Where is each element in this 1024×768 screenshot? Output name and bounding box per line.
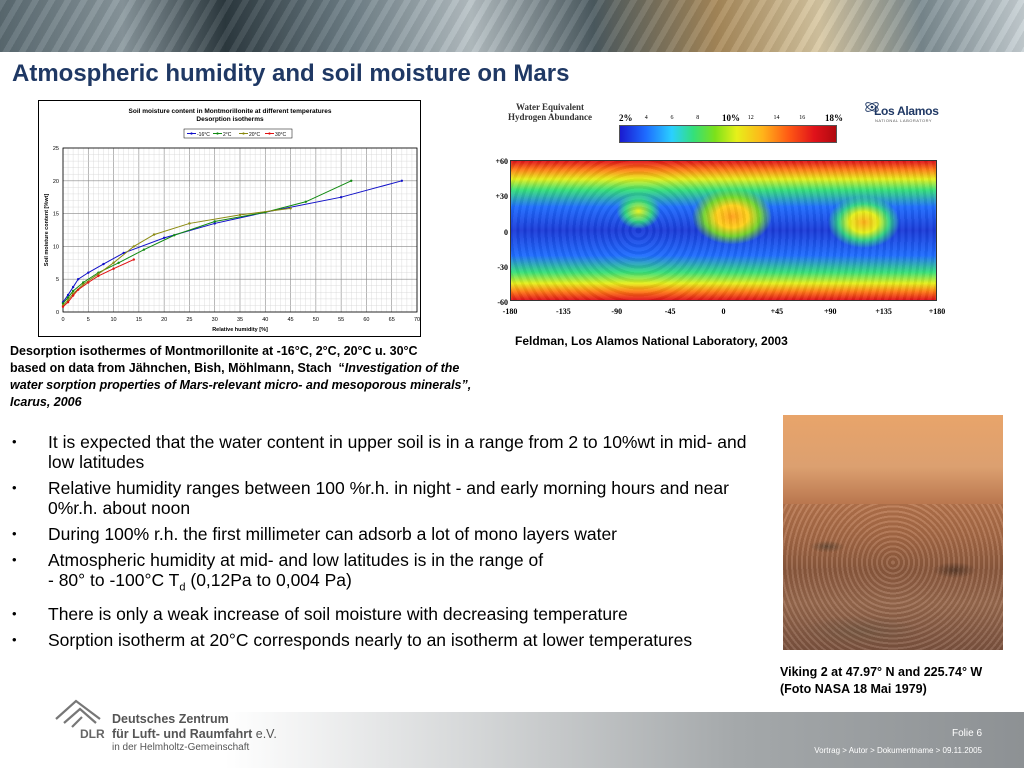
dlr-org-line2-text: für Luft- und Raumfahrt bbox=[112, 727, 253, 741]
bullet-subscript: d bbox=[179, 581, 186, 594]
photo-caption-line2: (Foto NASA 18 Mai 1979) bbox=[780, 682, 927, 696]
x-tick-label: 45 bbox=[287, 317, 294, 323]
series-point bbox=[112, 268, 114, 270]
x-tick-label: 40 bbox=[262, 317, 269, 323]
series-point bbox=[62, 306, 64, 308]
series-point bbox=[188, 222, 190, 224]
dlr-org-line2 bbox=[112, 727, 277, 742]
y-tick-label: 5 bbox=[55, 277, 59, 284]
x-tick-label: 20 bbox=[161, 317, 168, 323]
photo-caption-line1: Viking 2 at 47.97° N and 225.74° W bbox=[780, 665, 983, 679]
map-legend-title-line1: Water Equivalent bbox=[515, 102, 585, 112]
mars-map-image bbox=[510, 160, 937, 301]
x-tick-label: 10 bbox=[110, 317, 117, 323]
longitude-label: -135 bbox=[556, 307, 571, 316]
bullet-text: During 100% r.h. the first millimeter can adsorb a lot of mono layers water bbox=[48, 524, 617, 544]
colorbar bbox=[619, 125, 837, 143]
dlr-org-sub: in der Helmholtz-Gemeinschaft bbox=[112, 742, 250, 753]
x-axis-label: Relative humidity [%] bbox=[212, 327, 268, 333]
series-point bbox=[289, 207, 291, 209]
bullet-text: There is only a weak increase of soil moisture with decreasing temperature bbox=[48, 603, 628, 624]
series-line bbox=[63, 181, 351, 304]
series-point bbox=[305, 201, 307, 203]
x-tick-label: 0 bbox=[61, 317, 65, 323]
colorbar-tick: 16 bbox=[799, 115, 806, 121]
bullet-text-line2-tail: (0,12Pa to 0,004 Pa) bbox=[185, 570, 352, 590]
x-tick-label: 60 bbox=[363, 317, 370, 323]
series-point bbox=[112, 262, 114, 264]
longitude-label: -45 bbox=[664, 307, 676, 316]
series-point bbox=[133, 258, 135, 260]
y-tick-label: 0 bbox=[55, 310, 59, 316]
latitude-label: -60 bbox=[497, 298, 508, 307]
chart-caption-paper-title: Investigation of the water sorption properties of Mars-relevant micro- and mesoporous minerals”, Icarus, 2006 bbox=[10, 361, 472, 409]
chart-caption-line2 bbox=[10, 360, 485, 411]
legend-label: -16°C bbox=[197, 132, 210, 138]
chart-grid bbox=[63, 148, 417, 312]
series-point bbox=[67, 301, 69, 303]
legend-label: 2°C bbox=[223, 132, 232, 138]
longitude-label: +90 bbox=[823, 307, 837, 316]
x-tick-label: 50 bbox=[312, 317, 319, 323]
y-tick-label: 15 bbox=[52, 211, 59, 218]
slide-number: Folie 6 bbox=[951, 728, 982, 739]
isotherm-chart bbox=[38, 100, 421, 337]
y-tick-label: 10 bbox=[52, 244, 59, 251]
isotherm-chart-svg bbox=[39, 101, 422, 338]
colorbar-tick: 12 bbox=[747, 115, 754, 121]
bullet-dot: • bbox=[12, 605, 17, 621]
x-tick-label: 65 bbox=[388, 317, 395, 323]
longitude-label: +45 bbox=[770, 307, 784, 316]
series-point bbox=[72, 290, 74, 292]
bullet-text: It is expected that the water content in upper soil is in a range from 2 to 10%wt in mid- and low latitudes bbox=[48, 432, 747, 472]
x-tick-label: 70 bbox=[413, 317, 421, 323]
mars-hydrogen-map bbox=[480, 100, 946, 322]
series-point bbox=[72, 286, 74, 288]
series-point bbox=[97, 275, 99, 277]
bullet-list bbox=[12, 432, 752, 656]
bullet-item bbox=[12, 432, 752, 472]
dlr-org-name bbox=[112, 712, 277, 742]
colorbar-tick: 4 bbox=[644, 115, 648, 121]
series-point bbox=[133, 245, 135, 247]
y-tick-label: 20 bbox=[52, 178, 59, 185]
logo-sub: NATIONAL LABORATORY bbox=[875, 118, 933, 123]
series-point bbox=[173, 234, 175, 236]
x-tick-label: 15 bbox=[135, 317, 142, 323]
series-point bbox=[401, 180, 403, 182]
bullet-text: Atmospheric humidity at mid- and low latitudes is in the range of bbox=[48, 550, 544, 570]
y-axis-label: Soil moisture content [%wt] bbox=[44, 193, 50, 267]
series-point bbox=[214, 220, 216, 222]
longitude-label: -180 bbox=[502, 307, 518, 316]
bullet-text: Sorption isotherm at 20°C corresponds nearly to an isotherm at lower temperatures bbox=[48, 629, 693, 650]
dlr-org-ev: e.V. bbox=[252, 727, 277, 741]
dlr-abbr: DLR bbox=[80, 727, 105, 741]
chart-caption-authors: based on data from Jähnchen, Bish, Möhlmann, Stach bbox=[10, 361, 332, 375]
x-tick-label: 30 bbox=[211, 317, 218, 323]
series-line bbox=[63, 208, 291, 305]
slide-title: Atmospheric humidity and soil moisture on Mars bbox=[12, 60, 570, 87]
series-point bbox=[77, 278, 79, 280]
bullet-item bbox=[12, 550, 752, 598]
legend-marker bbox=[268, 132, 270, 134]
series-point bbox=[350, 180, 352, 182]
bullet-dot: • bbox=[12, 552, 17, 567]
x-tick-label: 25 bbox=[186, 317, 193, 323]
bullet-text-line2: - 80° to -100°C T bbox=[48, 570, 180, 590]
bullet-item bbox=[12, 524, 752, 544]
viking-photo bbox=[783, 415, 1003, 650]
logo-name: Los Alamos bbox=[874, 104, 939, 118]
chart-caption bbox=[10, 343, 485, 411]
longitude-label: -90 bbox=[611, 307, 623, 316]
latitude-label: +60 bbox=[495, 157, 508, 166]
latitude-label: -30 bbox=[497, 262, 508, 272]
series-point bbox=[77, 288, 79, 290]
colorbar-tick: 18% bbox=[825, 113, 843, 123]
legend-label: 30°C bbox=[275, 132, 287, 138]
bullet-text: Relative humidity ranges between 100 %r.h. in night - and early morning hours and near 0%r.h. about noon bbox=[48, 478, 729, 518]
longitude-label: +180 bbox=[928, 307, 946, 316]
bullet-dot: • bbox=[12, 480, 17, 495]
x-tick-label: 35 bbox=[236, 317, 244, 323]
legend-marker bbox=[216, 132, 218, 134]
map-legend-title-line2: Hydrogen Abundance bbox=[507, 112, 593, 122]
bullet-item bbox=[12, 478, 752, 518]
series-point bbox=[163, 237, 165, 239]
series-point bbox=[72, 294, 74, 296]
colorbar-tick: 10% bbox=[722, 113, 740, 123]
colorbar-tick: 2% bbox=[619, 113, 633, 123]
latitude-label: 0 bbox=[504, 227, 508, 237]
series-point bbox=[87, 271, 89, 273]
longitude-label: 0 bbox=[721, 307, 726, 316]
chart-subtitle: Desorption isotherms bbox=[196, 116, 264, 123]
series-point bbox=[87, 281, 89, 283]
footer-trail: Vortrag > Autor > Dokumentname > 09.11.2005 bbox=[814, 746, 982, 755]
header-rule bbox=[0, 52, 1024, 55]
colorbar-tick: 8 bbox=[696, 115, 700, 121]
chart-title: Soil moisture content in Montmorillonite at different temperatures bbox=[128, 108, 332, 115]
bullet-dot: • bbox=[12, 526, 17, 541]
x-tick-label: 5 bbox=[86, 317, 90, 323]
y-tick-label: 25 bbox=[52, 146, 59, 152]
legend-marker bbox=[190, 132, 192, 134]
bullet-dot: • bbox=[12, 631, 17, 647]
photo-caption bbox=[780, 664, 982, 698]
chart-caption-line1: Desorption isothermes of Montmorillonite at -16°C, 2°C, 20°C u. 30°C bbox=[10, 344, 418, 358]
series-point bbox=[153, 233, 155, 235]
bullet-item bbox=[12, 604, 752, 624]
series-point bbox=[143, 248, 145, 250]
longitude-label: +135 bbox=[875, 307, 892, 316]
latitude-label: +30 bbox=[495, 192, 508, 202]
bullet-item bbox=[12, 630, 752, 650]
series-point bbox=[340, 196, 342, 198]
bullet-dot: • bbox=[12, 434, 17, 449]
colorbar-tick: 14 bbox=[773, 115, 780, 121]
series-point bbox=[102, 263, 104, 265]
map-caption: Feldman, Los Alamos National Laboratory, 2003 bbox=[515, 334, 788, 348]
chart-caption-quote: “ bbox=[338, 361, 345, 375]
series-point bbox=[117, 262, 119, 264]
map-legend-title bbox=[480, 102, 620, 122]
x-tick-label: 55 bbox=[338, 317, 345, 323]
series-point bbox=[239, 214, 241, 216]
legend-label: 20°C bbox=[249, 132, 261, 138]
header-banner bbox=[0, 0, 1024, 52]
los-alamos-logo bbox=[862, 97, 942, 125]
colorbar-tick: 6 bbox=[670, 115, 674, 121]
dlr-org-line1: Deutsches Zentrum bbox=[112, 712, 229, 726]
legend-marker bbox=[242, 132, 244, 134]
